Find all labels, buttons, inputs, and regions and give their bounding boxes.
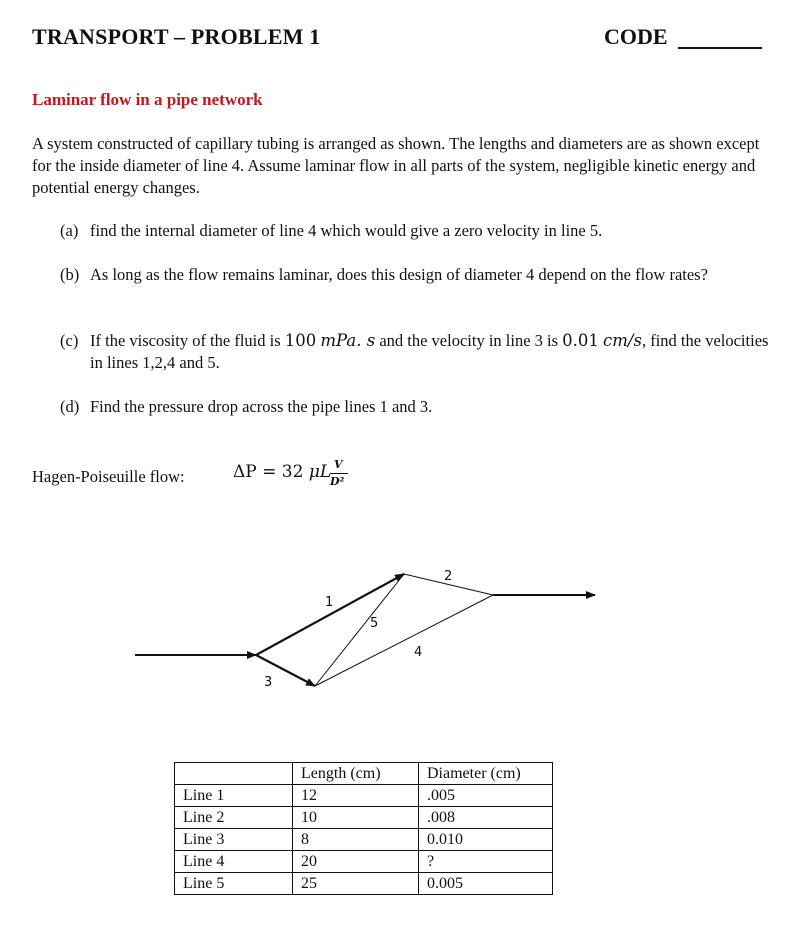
formula-denominator: D² — [330, 475, 345, 488]
table-header-cell: Length (cm) — [293, 763, 419, 785]
line-2-label: 2 — [444, 569, 453, 584]
line-5-label: 5 — [370, 616, 379, 631]
formula-fraction — [328, 458, 350, 498]
viscosity-unit: mPa. s — [320, 331, 376, 350]
formula-numerator: V — [334, 458, 343, 471]
velocity-unit: cm/s — [603, 331, 642, 350]
table-row — [175, 807, 553, 829]
code-label: CODE — [604, 24, 668, 49]
viscosity-value: 100 — [284, 331, 317, 350]
line-5 — [315, 574, 404, 686]
page-title: TRANSPORT – PROBLEM 1 — [32, 24, 321, 49]
question-b-text: As long as the flow remains laminar, does this design of diameter 4 depend on the flow rates? — [90, 265, 708, 284]
question-a-label: (a) — [60, 221, 79, 240]
table-cell: 0.005 — [419, 873, 553, 895]
formula-label: Hagen-Poiseuille flow: — [32, 467, 185, 486]
intro-paragraph: A system constructed of capillary tubing is arranged as shown. The lengths and diameters are as shown except for the inside diameter of line 4. Assume laminar flow in all parts of the system, negligible kinetic energy and potential energy changes. — [32, 134, 760, 197]
question-b — [60, 264, 780, 310]
table-cell: .005 — [419, 785, 553, 807]
question-d-label: (d) — [60, 397, 80, 416]
table-cell: Line 5 — [175, 873, 293, 895]
table-cell: Line 1 — [175, 785, 293, 807]
question-a-text: find the internal diameter of line 4 which would give a zero velocity in line 5. — [90, 221, 603, 240]
table-cell: .008 — [419, 807, 553, 829]
table-row — [175, 873, 553, 895]
table-header-row — [175, 763, 553, 785]
velocity-value: 0.01 — [562, 331, 599, 350]
table-cell: 8 — [293, 829, 419, 851]
table-row — [175, 829, 553, 851]
fraction-bar — [330, 473, 348, 474]
line-4-label: 4 — [414, 645, 423, 660]
question-a — [60, 220, 780, 244]
table-cell: Line 3 — [175, 829, 293, 851]
formula-lhs: ΔP = 32 — [233, 462, 309, 482]
problem-subtitle: Laminar flow in a pipe network — [32, 90, 263, 109]
table-cell: 0.010 — [419, 829, 553, 851]
table-cell: 20 — [293, 851, 419, 873]
line-1 — [256, 574, 404, 655]
table-cell: 10 — [293, 807, 419, 829]
question-c — [60, 330, 780, 376]
table-row — [175, 785, 553, 807]
question-c-text-2: and the velocity in line 3 is — [375, 331, 563, 350]
hagen-poiseuille-formula — [233, 458, 345, 502]
table-cell: 25 — [293, 873, 419, 895]
table-cell: 12 — [293, 785, 419, 807]
code-blank-line — [678, 47, 762, 49]
line-3-label: 3 — [264, 675, 273, 690]
question-c-text-1: If the viscosity of the fluid is — [90, 331, 285, 350]
question-b-label: (b) — [60, 265, 80, 284]
question-c-label: (c) — [60, 331, 79, 350]
table-row — [175, 851, 553, 873]
question-d — [60, 396, 780, 420]
table-header-cell — [175, 763, 293, 785]
question-c-text — [90, 330, 770, 374]
question-c-text-3: , find the velocities in lines 1,2,4 and 5. — [90, 331, 769, 372]
line-dimensions-table — [174, 762, 553, 895]
pipe-network-diagram — [0, 540, 803, 710]
table-cell: ? — [419, 851, 553, 873]
formula-vars: μL — [308, 462, 332, 482]
table-cell: Line 4 — [175, 851, 293, 873]
line-1-label: 1 — [325, 595, 334, 610]
table-cell: Line 2 — [175, 807, 293, 829]
table-header-cell: Diameter (cm) — [419, 763, 553, 785]
question-d-text: Find the pressure drop across the pipe lines 1 and 3. — [90, 397, 433, 416]
